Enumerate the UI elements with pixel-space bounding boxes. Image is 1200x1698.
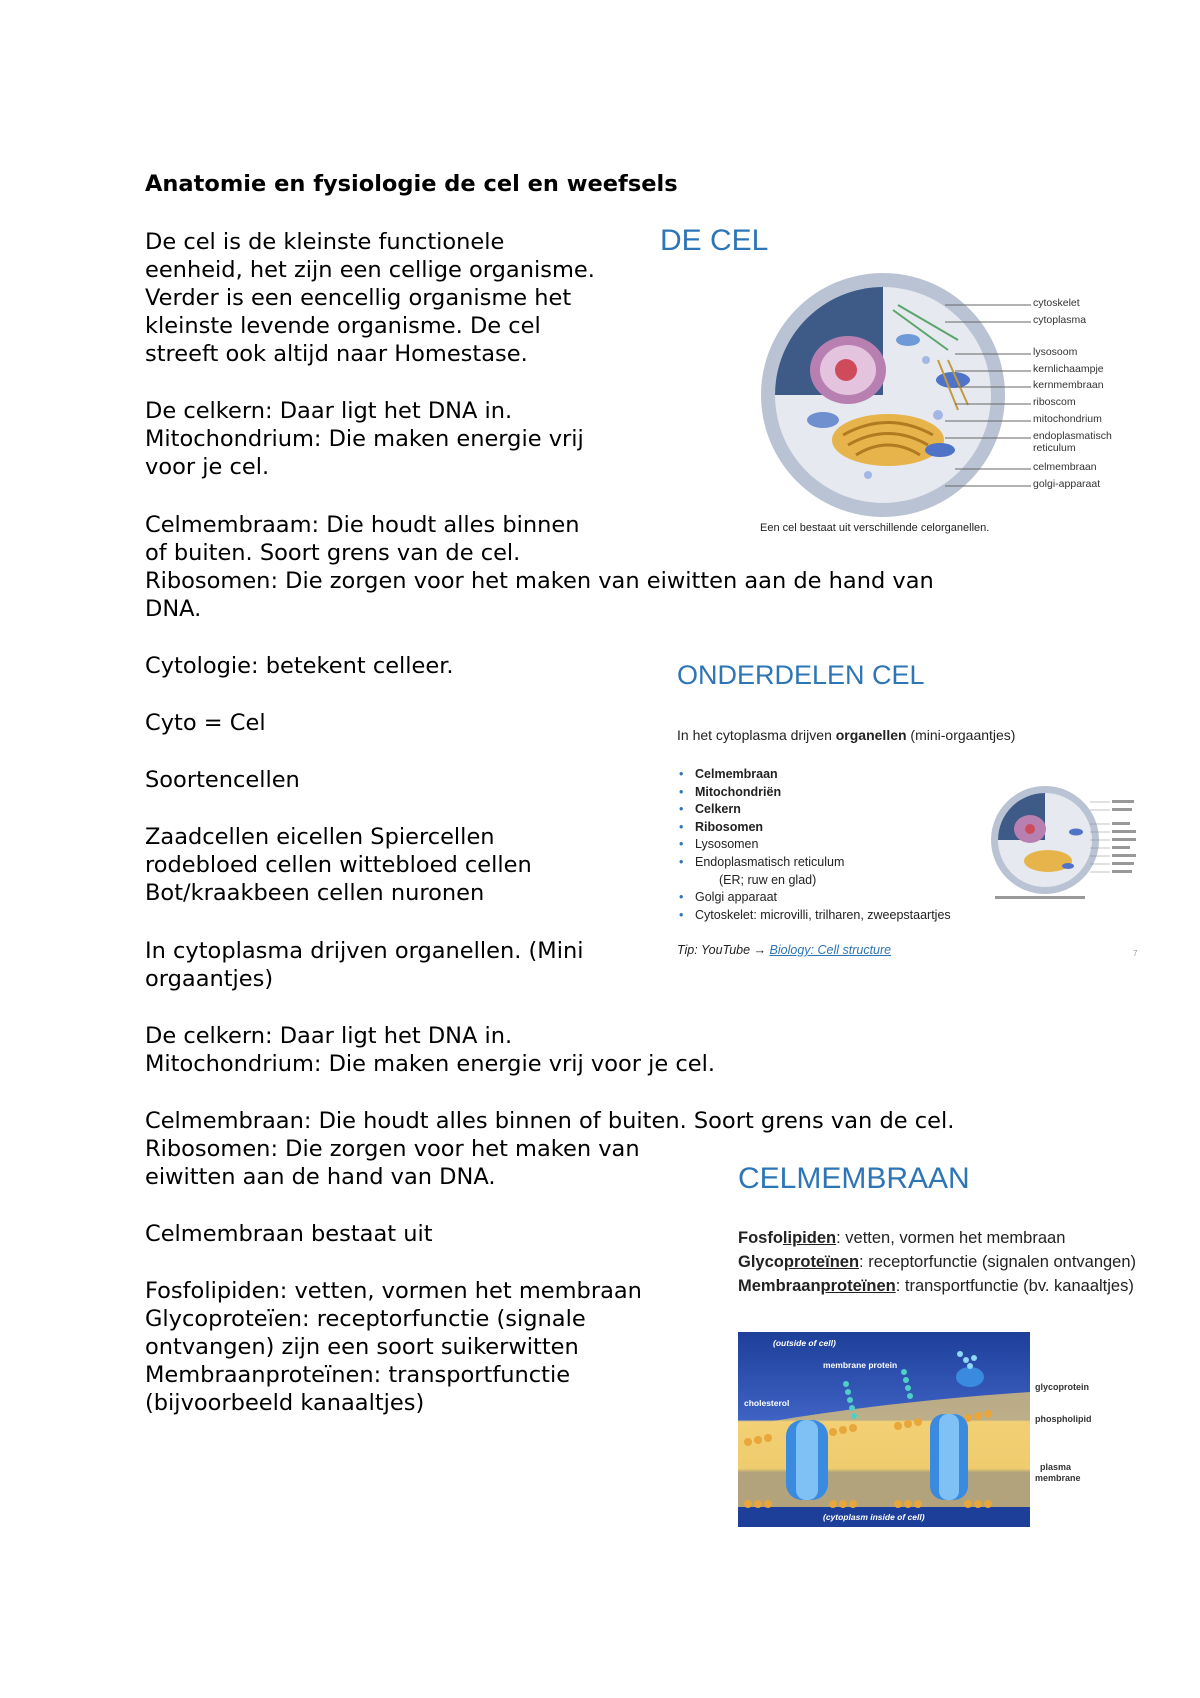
diagram-label: plasma xyxy=(1040,1462,1072,1472)
bullet-text: Endoplasmatisch reticulum xyxy=(695,854,845,869)
cell-label: reticulum xyxy=(1033,442,1076,454)
bullet-text: Lysosomen xyxy=(695,837,759,852)
bullet-text: Celmembraan xyxy=(695,767,778,781)
diagram-label: membrane protein xyxy=(823,1360,898,1370)
label-leader-lines xyxy=(945,297,1035,497)
cell-label: kernlichaampje xyxy=(1033,363,1104,375)
paragraph-line: Mitochondrium: Die maken energie vrij voor je cel. xyxy=(145,1051,716,1077)
organelle-list xyxy=(677,766,951,924)
paragraph-line: streeft ook altijd naar Homestase. xyxy=(145,341,528,367)
tip-line xyxy=(677,943,891,957)
membrane-diagram xyxy=(738,1332,1030,1527)
paragraph-line: Bot/kraakbeen cellen nuronen xyxy=(145,880,485,906)
bullet-icon: • xyxy=(679,802,684,817)
list-item xyxy=(677,801,951,819)
row-key: Membraan xyxy=(738,1277,821,1295)
intro-text: (mini-orgaantjes) xyxy=(906,727,1016,743)
paragraph-line: Fosfolipiden: vetten, vormen het membraan xyxy=(145,1278,642,1304)
paragraph-line: Cyto = Cel xyxy=(145,710,266,736)
list-item xyxy=(677,784,951,802)
row-key: proteïnen xyxy=(820,1277,896,1295)
cell-label: riboscom xyxy=(1033,396,1076,408)
row-text: : vetten, vormen het membraan xyxy=(836,1229,1066,1247)
slide-page-number: 7 xyxy=(1133,949,1138,958)
figure-title: ONDERDELEN CEL xyxy=(677,660,925,690)
paragraph-line: Verder is een eencellig organisme het xyxy=(145,285,572,311)
paragraph-line: Membraanproteïnen: transportfunctie xyxy=(145,1362,571,1388)
cell-label: endoplasmatisch xyxy=(1033,430,1112,442)
figure-onderdelen-cel xyxy=(665,660,1155,975)
row-key: proteïnen xyxy=(783,1253,860,1271)
paragraph-line: kleinste levende organisme. De cel xyxy=(145,313,541,339)
paragraph-line: Soortencellen xyxy=(145,767,300,793)
list-item xyxy=(677,854,951,872)
paragraph-line: Glycoproteïen: receptorfunctie (signale xyxy=(145,1306,586,1332)
list-item xyxy=(677,872,951,890)
row-text: : transportfunctie (bv. kanaaltjes) xyxy=(895,1277,1134,1295)
intro-text: In het cytoplasma drijven xyxy=(677,727,836,743)
document-title: Anatomie en fysiologie de cel en weefsels xyxy=(145,171,678,197)
bullet-text: Mitochondriën xyxy=(695,784,782,799)
figure-title: CELMEMBRAAN xyxy=(738,1162,970,1195)
paragraph-line: DNA. xyxy=(145,596,202,622)
bullet-text: Cytoskelet: microvilli, trilharen, zweepstaartjes xyxy=(695,907,951,922)
intro-bold: organellen xyxy=(835,727,907,743)
paragraph-line: In cytoplasma drijven organellen. (Mini xyxy=(145,938,584,964)
paragraph-line: De celkern: Daar ligt het DNA in. xyxy=(145,1023,513,1049)
diagram-label: cholesterol xyxy=(744,1398,790,1408)
row-key: lipiden xyxy=(782,1229,837,1247)
paragraph-line: Ribosomen: Die zorgen voor het maken van eiwitten aan de hand van xyxy=(145,568,934,594)
paragraph-line: orgaantjes) xyxy=(145,966,274,992)
paragraph-line: (bijvoorbeeld kanaaltjes) xyxy=(145,1390,425,1416)
paragraph-line: Ribosomen: Die zorgen voor het maken van xyxy=(145,1136,640,1162)
membrane-row xyxy=(738,1253,1136,1272)
tip-link[interactable]: Biology: Cell structure xyxy=(769,943,892,957)
bullet-icon: • xyxy=(679,854,684,869)
list-item xyxy=(677,766,951,784)
cell-label: cytoplasma xyxy=(1033,314,1087,326)
cell-label: kernmembraan xyxy=(1033,379,1104,391)
paragraph-line: eiwitten aan de hand van DNA. xyxy=(145,1164,496,1190)
cell-thumbnail xyxy=(990,782,1155,902)
paragraph-line: Mitochondrium: Die maken energie vrij xyxy=(145,426,584,452)
bullet-icon: • xyxy=(679,784,684,799)
bullet-text: Golgi apparaat xyxy=(695,890,778,905)
paragraph-line: voor je cel. xyxy=(145,454,270,480)
paragraph-line: De cel is de kleinste functionele xyxy=(145,229,505,255)
bullet-subtext: (ER; ruw en glad) xyxy=(719,872,817,887)
paragraph-line: Celmembraam: Die houdt alles binnen xyxy=(145,512,580,538)
figure-title: DE CEL xyxy=(660,224,769,257)
bullet-icon: • xyxy=(679,767,684,781)
bullet-icon: • xyxy=(679,907,684,922)
cell-label: mitochondrium xyxy=(1033,413,1102,425)
figure-de-cel xyxy=(655,222,1120,547)
bullet-icon: • xyxy=(679,819,684,834)
diagram-label: phospholipid xyxy=(1035,1414,1092,1424)
figure-caption: Een cel bestaat uit verschillende celorganellen. xyxy=(760,522,990,534)
paragraph-line: Cytologie: betekent celleer. xyxy=(145,653,454,679)
paragraph-line: eenheid, het zijn een cellige organisme. xyxy=(145,257,595,283)
cell-label: cytoskelet xyxy=(1033,297,1080,309)
diagram-label: (cytoplasm inside of cell) xyxy=(823,1512,925,1522)
row-text: : receptorfunctie (signalen ontvangen) xyxy=(859,1253,1137,1271)
paragraph-line: rodebloed cellen wittebloed cellen xyxy=(145,852,532,878)
tip-text: Tip: YouTube → xyxy=(677,943,770,957)
cell-label: celmembraan xyxy=(1033,461,1097,473)
bullet-text: Celkern xyxy=(695,802,741,817)
paragraph-line: Celmembraan: Die houdt alles binnen of buiten. Soort grens van de cel. xyxy=(145,1108,955,1134)
diagram-label: membrane xyxy=(1035,1473,1081,1483)
diagram-label: glycoprotein xyxy=(1035,1382,1090,1392)
paragraph-line: De celkern: Daar ligt het DNA in. xyxy=(145,398,513,424)
list-item xyxy=(677,819,951,837)
paragraph-line: of buiten. Soort grens van de cel. xyxy=(145,540,521,566)
list-item xyxy=(677,889,951,907)
figure-celmembraan xyxy=(730,1162,1185,1527)
list-item xyxy=(677,836,951,854)
slide-intro xyxy=(677,727,1015,743)
membrane-row xyxy=(738,1229,1065,1248)
paragraph-line: Zaadcellen eicellen Spiercellen xyxy=(145,824,495,850)
bullet-text: Ribosomen xyxy=(695,819,764,834)
membrane-row xyxy=(738,1277,1134,1296)
diagram-label: (outside of cell) xyxy=(773,1338,836,1348)
cell-label: golgi-apparaat xyxy=(1033,478,1101,490)
paragraph-line: Celmembraan bestaat uit xyxy=(145,1221,433,1247)
paragraph-line: ontvangen) zijn een soort suikerwitten xyxy=(145,1334,579,1360)
bullet-icon: • xyxy=(679,837,684,852)
bullet-icon: • xyxy=(679,890,684,905)
row-key: Fosfo xyxy=(738,1229,783,1247)
cell-label: lysosoom xyxy=(1033,346,1078,358)
row-key: Glyco xyxy=(738,1253,784,1271)
list-item xyxy=(677,907,951,925)
